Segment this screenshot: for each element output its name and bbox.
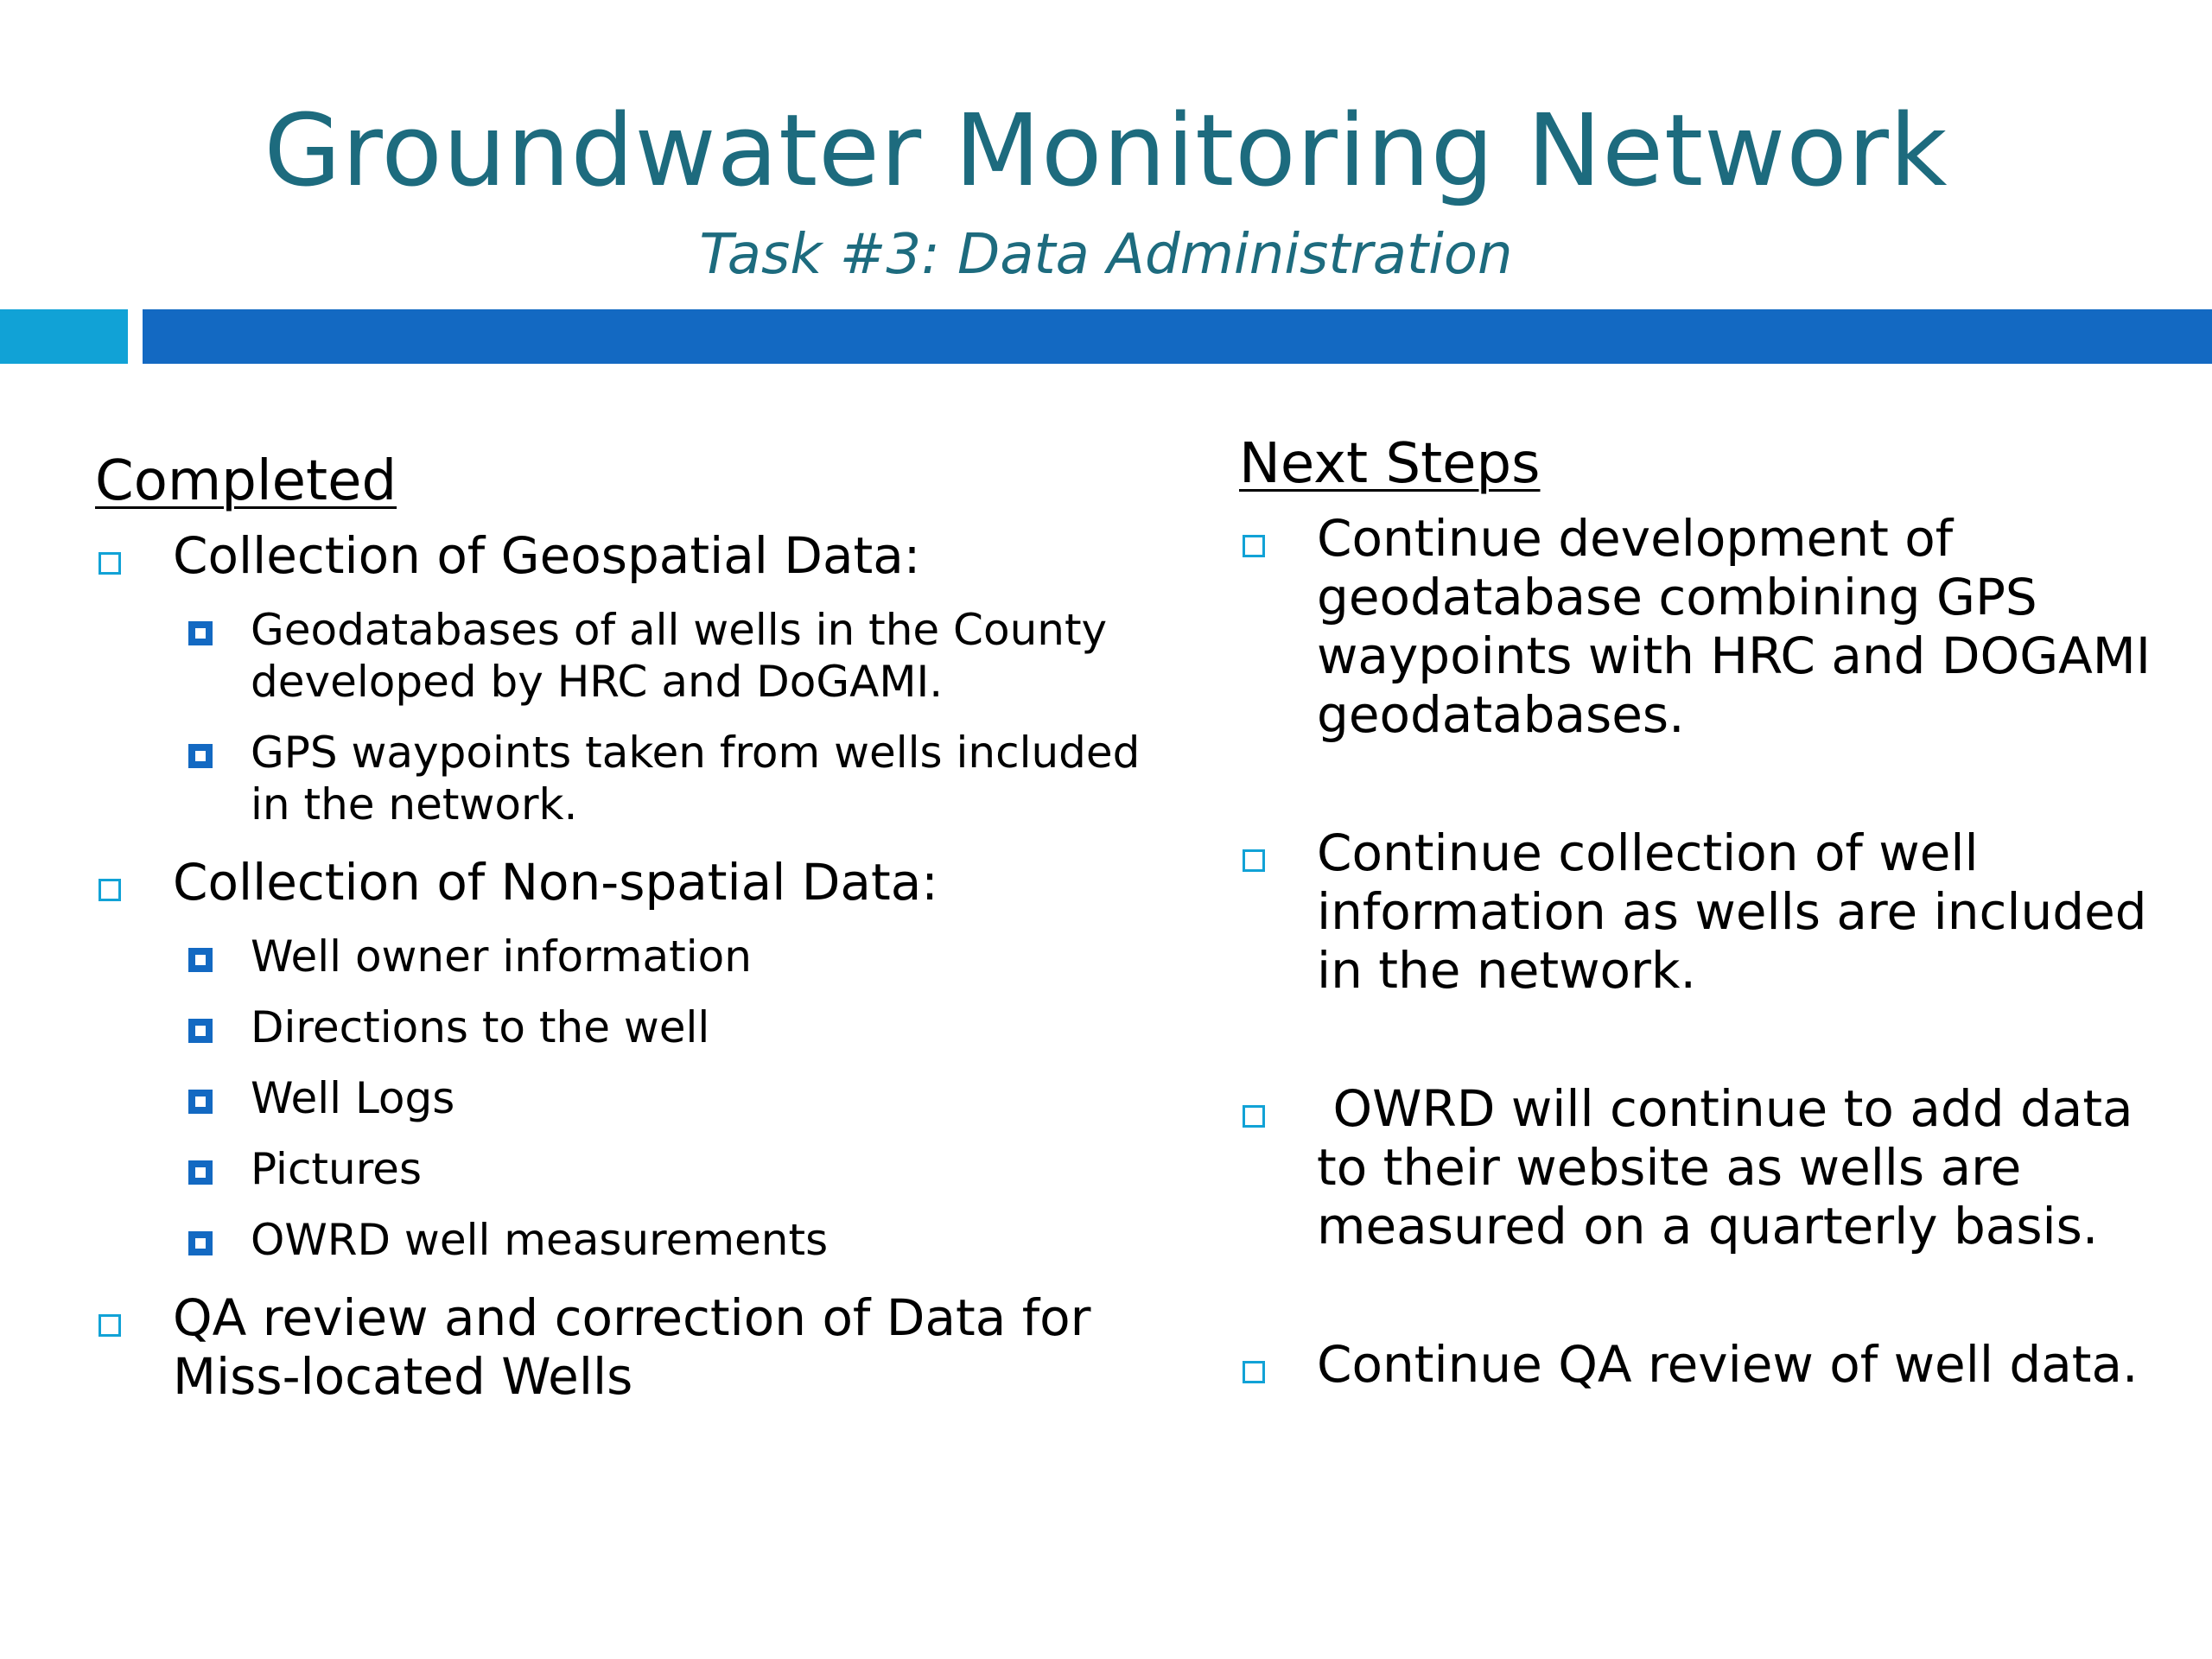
- completed-item-text: QA review and correction of Data for Miss-located Wells: [173, 1288, 1091, 1406]
- completed-subitem-text: Pictures: [251, 1144, 422, 1194]
- next-steps-item-text: Continue collection of well information as wells are included in the network.: [1317, 823, 2147, 1000]
- completed-subitem: [95, 1143, 1175, 1195]
- next-steps-item: [1239, 1335, 2181, 1394]
- next-steps-column: [1239, 428, 2181, 1394]
- completed-column: [95, 445, 1175, 1406]
- next-steps-item: [1239, 509, 2181, 744]
- completed-subitem: [95, 727, 1175, 830]
- hollow-square-bullet-icon: [99, 552, 121, 575]
- hollow-square-bullet-icon: [99, 1314, 121, 1337]
- filled-square-bullet-icon: [188, 1160, 213, 1185]
- hollow-square-bullet-icon: [1243, 849, 1265, 872]
- completed-subitem: [95, 1072, 1175, 1124]
- completed-item: [95, 853, 1175, 912]
- hollow-square-bullet-icon: [1243, 535, 1265, 557]
- completed-subitem-text: OWRD well measurements: [251, 1215, 829, 1265]
- next-steps-item: [1239, 823, 2181, 1000]
- completed-subitem-text: Well owner information: [251, 931, 752, 982]
- accent-bar-long: [143, 309, 2212, 364]
- slide-subtitle: Task #3: Data Administration: [699, 223, 1513, 287]
- completed-subitem-text: Geodatabases of all wells in the County developed by HRC and DoGAMI.: [251, 605, 1108, 707]
- hollow-square-bullet-icon: [1243, 1361, 1265, 1383]
- completed-subitem: [95, 604, 1175, 708]
- filled-square-bullet-icon: [188, 948, 213, 972]
- next-steps-item-text: OWRD will continue to add data to their website as wells are measured on a quarterly basis.: [1317, 1079, 2150, 1255]
- hollow-square-bullet-icon: [99, 879, 121, 901]
- completed-subitem: [95, 931, 1175, 982]
- next-steps-item-text: Continue QA review of well data.: [1317, 1335, 2139, 1394]
- completed-subitem-text: Well Logs: [251, 1073, 455, 1123]
- slide-title: Groundwater Monitoring Network: [264, 93, 1948, 209]
- completed-item: [95, 1288, 1175, 1406]
- completed-item: [95, 526, 1175, 585]
- completed-subitem: [95, 1214, 1175, 1266]
- completed-heading: Completed: [95, 449, 397, 513]
- completed-subitem-text: Directions to the well: [251, 1002, 710, 1052]
- completed-subitem: [95, 1001, 1175, 1053]
- next-steps-item: [1239, 1079, 2181, 1255]
- next-steps-heading: Next Steps: [1239, 432, 1541, 496]
- filled-square-bullet-icon: [188, 1090, 213, 1114]
- hollow-square-bullet-icon: [1243, 1105, 1265, 1128]
- completed-subitem-text: GPS waypoints taken from wells included in the network.: [251, 728, 1141, 830]
- filled-square-bullet-icon: [188, 1231, 213, 1255]
- next-steps-item-text: Continue development of geodatabase combining GPS waypoints with HRC and DOGAMI geodatabases.: [1317, 509, 2151, 744]
- filled-square-bullet-icon: [188, 621, 213, 645]
- filled-square-bullet-icon: [188, 1019, 213, 1043]
- completed-item-text: Collection of Geospatial Data:: [173, 526, 921, 585]
- completed-item-text: Collection of Non-spatial Data:: [173, 853, 938, 912]
- accent-bar-short: [0, 309, 128, 364]
- filled-square-bullet-icon: [188, 744, 213, 768]
